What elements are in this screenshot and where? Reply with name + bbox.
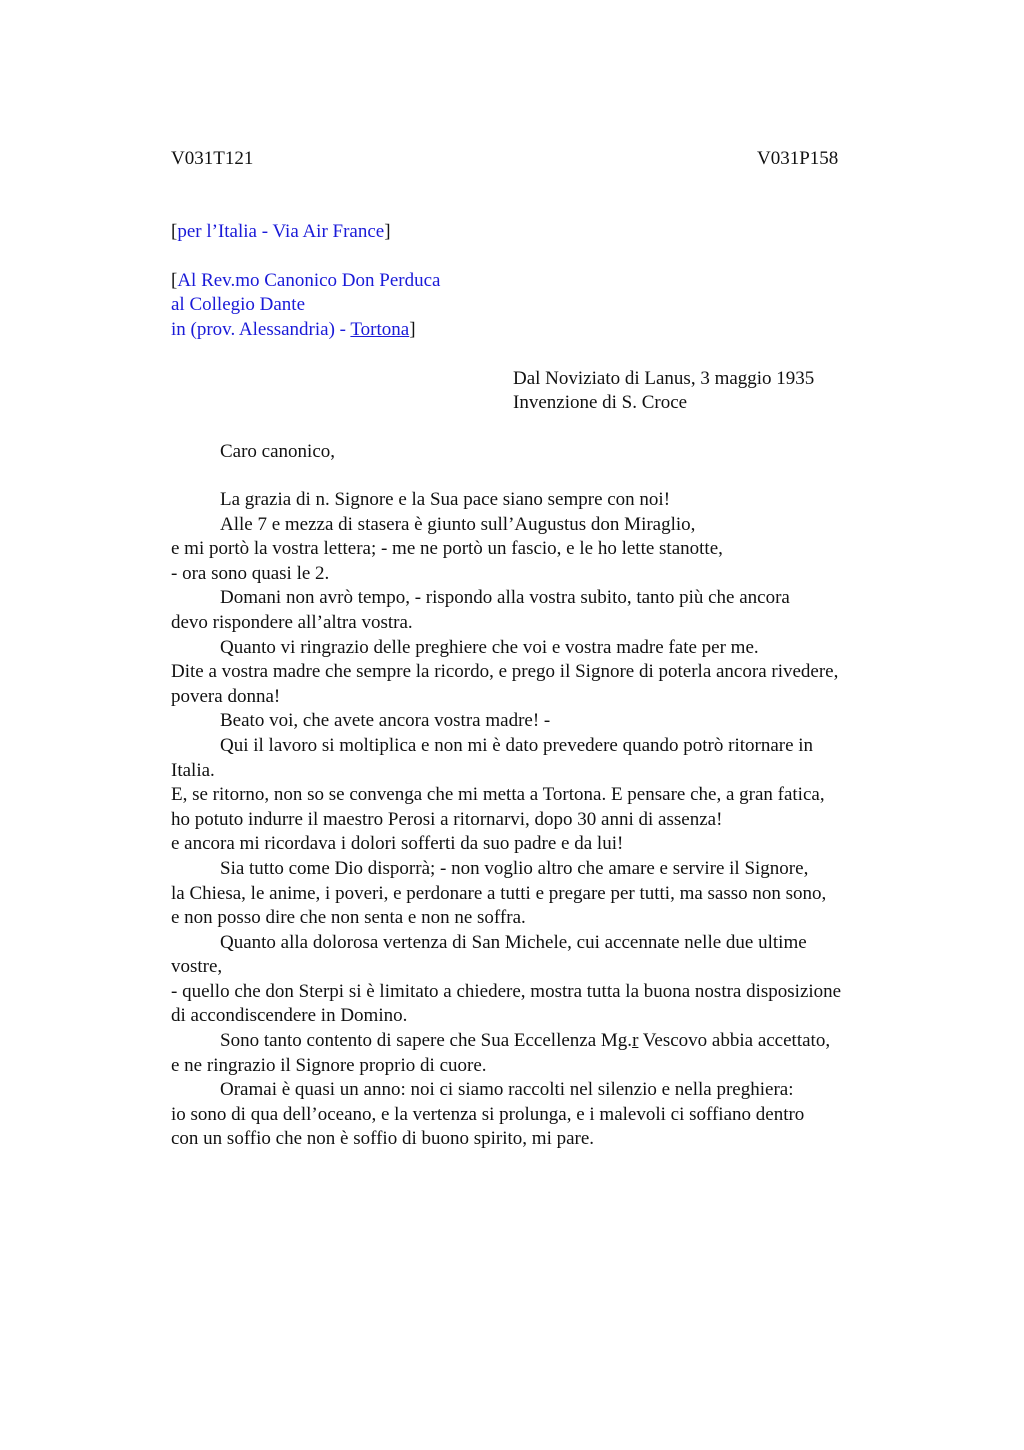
salutation: Caro canonico, [220, 441, 336, 462]
bracket-close: ] [409, 319, 416, 340]
body-line: con un soffio che non è soffio di buono spirito, mi pare. [171, 1128, 595, 1150]
body-line [171, 1029, 931, 1054]
body-line: Quanto alla dolorosa vertenza di San Michele, cui accennate nelle due ultime [220, 931, 807, 953]
body-line: Oramai è quasi un anno: noi ci siamo raccolti nel silenzio e nella preghiera: [220, 1079, 794, 1101]
body-line: Beato voi, che avete ancora vostra madre! - [220, 710, 551, 732]
body-line: e ancora mi ricordava i dolori sofferti da suo padre e da lui! [171, 833, 624, 855]
bracket-close: ] [384, 221, 391, 242]
title-abbrev-superscript: r [632, 1030, 639, 1052]
body-line-part: Sono tanto contento di sapere che Sua Eccellenza Mg. [220, 1030, 633, 1052]
document-code-left: V031T121 [171, 148, 254, 169]
body-line: Domani non avrò tempo, - rispondo alla vostra subito, tanto più che ancora [220, 587, 790, 609]
body-line-part: Vescovo abbia accettato, [638, 1030, 831, 1052]
dateline-feast: Invenzione di S. Croce [513, 392, 688, 413]
body-line: - quello che don Sterpi si è limitato a chiedere, mostra tutta la buona nostra disposizione [171, 980, 842, 1002]
address-line-1 [171, 269, 440, 294]
address-line-3 [171, 318, 416, 343]
address-city: Tortona [350, 319, 410, 340]
address-province: in (prov. Alessandria) - [171, 319, 351, 340]
letter-body [171, 488, 931, 1152]
body-line: Alle 7 e mezza di stasera è giunto sull’Augustus don Miraglio, [220, 513, 696, 535]
routing-via [171, 220, 391, 245]
body-line: e non posso dire che non senta e non ne soffra. [171, 907, 526, 929]
address-line-2: al Collegio Dante [171, 294, 306, 315]
body-line: e ne ringrazio il Signore proprio di cuore. [171, 1054, 487, 1076]
body-line: Quanto vi ringrazio delle preghiere che voi e vostra madre fate per me. [220, 636, 759, 658]
dateline-place-date: Dal Noviziato di Lanus, 3 maggio 1935 [513, 368, 815, 389]
body-line: povera donna! [171, 685, 281, 707]
body-line: di accondiscendere in Domino. [171, 1005, 408, 1027]
bracket-open: [ [171, 221, 178, 242]
address-recipient: Al Rev.mo Canonico Don Perduca [177, 270, 441, 291]
body-line: io sono di qua dell’oceano, e la vertenza si prolunga, e i malevoli ci soffiano dentro [171, 1103, 805, 1125]
body-line: vostre, [171, 956, 223, 978]
body-line: e mi portò la vostra lettera; - me ne portò un fascio, e le ho lette stanotte, [171, 538, 723, 560]
bracket-open: [ [171, 270, 178, 291]
body-line: Sia tutto come Dio disporrà; - non voglio altro che amare e servire il Signore, [220, 857, 809, 879]
body-line: Italia. [171, 759, 215, 781]
body-line: Qui il lavoro si moltiplica e non mi è dato prevedere quando potrò ritornare in [220, 734, 814, 756]
routing-via-text: per l’Italia - Via Air France [177, 221, 385, 242]
body-line: - ora sono quasi le 2. [171, 562, 330, 584]
body-line: la Chiesa, le anime, i poveri, e perdonare a tutti e pregare per tutti, ma sasso non sono, [171, 882, 827, 904]
body-line: La grazia di n. Signore e la Sua pace siano sempre con noi! [220, 489, 671, 510]
body-line: devo rispondere all’altra vostra. [171, 611, 413, 633]
body-line: Dite a vostra madre che sempre la ricordo, e prego il Signore di poterla ancora rivedere, [171, 661, 839, 683]
document-code-right: V031P158 [757, 148, 839, 169]
body-line: ho potuto indurre il maestro Perosi a ritornarvi, dopo 30 anni di assenza! [171, 808, 723, 830]
body-line: E, se ritorno, non so se convenga che mi metta a Tortona. E pensare che, a gran fatica, [171, 784, 825, 806]
